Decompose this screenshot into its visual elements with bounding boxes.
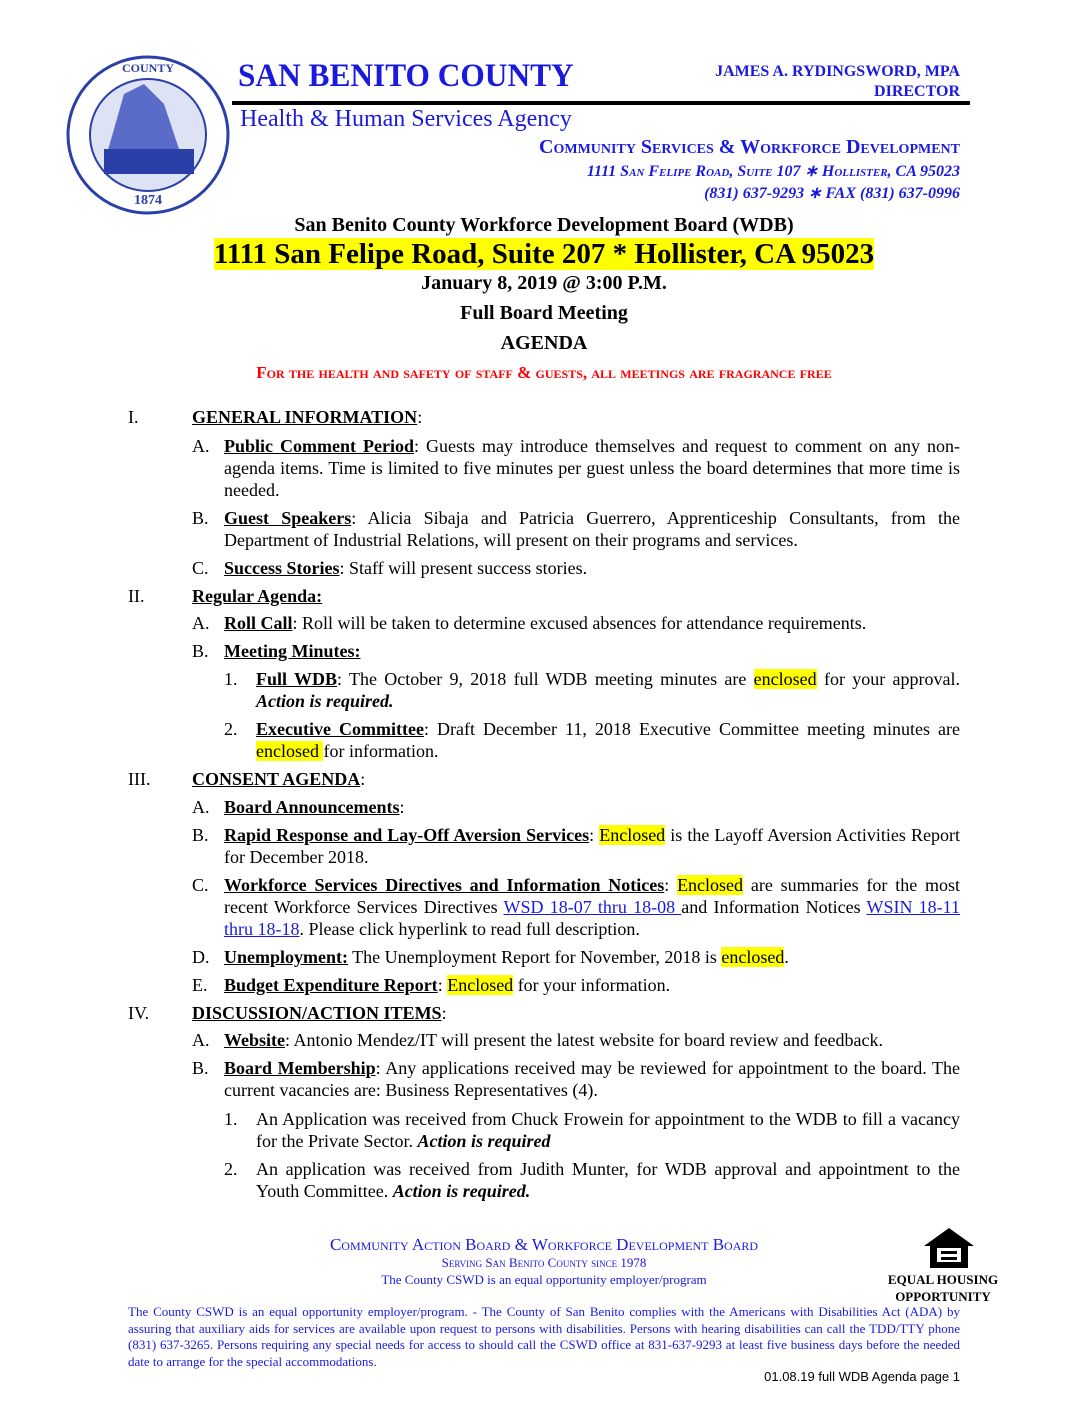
item-letter: A. [192, 797, 210, 817]
item-heading: Rapid Response and Lay-Off Aversion Services [224, 825, 590, 845]
equal-housing-icon [922, 1226, 976, 1270]
item-text: are summaries for the most recent Workforce Services Directives [224, 875, 960, 917]
section-number: II. [128, 586, 145, 606]
item-text: . [784, 947, 789, 967]
item-text: : [437, 975, 448, 995]
agenda-title: AGENDA [500, 332, 588, 354]
enclosed-highlight: enclosed [753, 669, 817, 689]
section-title: DISCUSSION/ACTION ITEMS [192, 1003, 442, 1023]
svg-text:COUNTY: COUNTY [121, 61, 175, 75]
ada-notice: The County CSWD is an equal opportunity employer/program. - The County of San Benito complies with the Americans with Disabilities Act (ADA) by assuring that auxiliary aids for services are available upon request to persons with disabilities. Persons with hearing disabilities can call the TDD/TTY phone (831) 637-3265. Persons requiring any special needs for access to should call the CSWD office at 831-637-9293 at least five business days before the needed date to arrange for the special accommodations. [128, 1304, 960, 1369]
item-heading: Unemployment: [224, 947, 348, 967]
item-text: : Antonio Mendez/IT will present the latest website for board review and feedback. [285, 1030, 883, 1050]
enclosed-highlight: Enclosed [447, 975, 514, 995]
item-letter: C. [192, 558, 209, 578]
svg-text:1874: 1874 [134, 193, 162, 208]
item-letter: D. [192, 947, 210, 967]
item-letter: B. [192, 641, 209, 661]
section-title: CONSENT AGENDA [192, 769, 361, 789]
item-text: : Guests may introduce themselves and request to comment on any non-agenda items. Time is limited to five minutes per guest unless the board determines that more time is needed. [224, 436, 960, 500]
action-required: Action is required. [392, 1181, 531, 1201]
director-name: JAMES A. RYDINGSWORD, MPA [715, 63, 960, 80]
eho-line2: OPPORTUNITY [895, 1289, 991, 1304]
department-name: Community Services & Workforce Development [539, 136, 960, 158]
fragrance-notice: For the health and safety of staff & guests, all meetings are fragrance free [256, 363, 832, 382]
item-heading: Website [224, 1030, 285, 1050]
wsd-link[interactable]: WSD 18-07 thru 18-08 [503, 897, 682, 917]
item-text: : [589, 825, 600, 845]
department-phone: (831) 637-9293 ∗ FAX (831) 637-0996 [704, 185, 960, 202]
item-heading: Workforce Services Directives and Information Notices [224, 875, 665, 895]
eho-line1: EQUAL HOUSING [887, 1272, 999, 1287]
item-text: An application was received from Judith Munter, for WDB approval and appointment to the Youth Committee. [256, 1159, 960, 1201]
section-title: Regular Agenda: [192, 586, 323, 606]
item-heading: Budget Expenditure Report [224, 975, 438, 995]
enclosed-highlight: enclosed [721, 947, 785, 967]
item-letter: A. [192, 613, 210, 633]
colon: : [441, 1003, 447, 1023]
item-text: for your information. [513, 975, 671, 995]
footer-eeo: The County CSWD is an equal opportunity employer/program [381, 1272, 707, 1287]
item-text: for your approval. [816, 669, 960, 689]
item-text: : [664, 875, 678, 895]
item-letter: A. [192, 436, 210, 456]
item-text: is the Layoff Aversion Activities Report for December 2018. [224, 825, 960, 867]
wsin-link[interactable]: WSIN 18-11 thru 18-18 [224, 897, 960, 939]
item-heading: Meeting Minutes: [224, 641, 361, 661]
item-number: 2. [224, 719, 238, 739]
item-heading: Full WDB [256, 669, 337, 689]
item-number: 1. [224, 669, 238, 689]
item-letter: E. [192, 975, 208, 995]
county-title: SAN BENITO COUNTY [238, 58, 574, 94]
page-footer: 01.08.19 full WDB Agenda page 1 [764, 1369, 960, 1384]
item-heading: Board Membership [224, 1058, 376, 1078]
item-heading: Public Comment Period [224, 436, 414, 456]
item-heading: Roll Call [224, 613, 293, 633]
item-text: : The October 9, 2018 full WDB meeting minutes are [336, 669, 754, 689]
item-text: for information. [323, 741, 439, 761]
section-number: III. [128, 769, 151, 789]
enclosed-highlight: Enclosed [677, 875, 744, 895]
item-text: An Application was received from Chuck Frowein for appointment to the WDB to fill a vacancy for the Private Sector. [256, 1109, 960, 1151]
header-rule [232, 101, 970, 105]
item-text: : Any applications received may be reviewed for appointment to the board. The current vacancies are: Business Representatives (4). [224, 1058, 961, 1100]
item-letter: C. [192, 875, 209, 895]
footer-serving: Serving San Benito County since 1978 [441, 1255, 647, 1270]
agency-name: Health & Human Services Agency [240, 106, 572, 132]
enclosed-highlight: Enclosed [599, 825, 666, 845]
item-letter: B. [192, 1058, 209, 1078]
item-number: 1. [224, 1109, 238, 1129]
footer-board-names: Community Action Board & Workforce Development Board [329, 1235, 759, 1254]
director-title: DIRECTOR [874, 83, 960, 100]
item-text: . Please click hyperlink to read full description. [299, 919, 640, 939]
item-text: : Draft December 11, 2018 Executive Committee meeting minutes are [423, 719, 961, 739]
item-letter: B. [192, 825, 209, 845]
item-heading: Board Announcements [224, 797, 400, 817]
board-name: San Benito County Workforce Development Board (WDB) [294, 214, 794, 236]
item-heading: Guest Speakers [224, 508, 352, 528]
item-text: The Unemployment Report for November, 2018 is [348, 947, 722, 967]
item-letter: B. [192, 508, 209, 528]
colon: : [360, 769, 366, 789]
action-required: Action is required. [256, 691, 394, 711]
item-heading: Executive Committee [256, 719, 424, 739]
item-text: : Alicia Sibaja and Patricia Guerrero, Apprenticeship Consultants, from the Department of Industrial Relations, will present on their programs and services. [224, 508, 960, 550]
item-text: : [399, 797, 405, 817]
meeting-location: 1111 San Felipe Road, Suite 207 * Hollister, CA 95023 [213, 238, 875, 270]
item-heading: Success Stories [224, 558, 340, 578]
item-letter: A. [192, 1030, 210, 1050]
section-number: I. [128, 407, 139, 427]
colon: : [417, 407, 423, 427]
section-number: IV. [128, 1003, 150, 1023]
section-title: GENERAL INFORMATION [192, 407, 418, 427]
item-text: : Roll will be taken to determine excused absences for attendance requirements. [292, 613, 867, 633]
enclosed-highlight: enclosed [256, 741, 324, 761]
meeting-datetime: January 8, 2019 @ 3:00 P.M. [421, 272, 667, 294]
item-text: : Staff will present success stories. [339, 558, 588, 578]
item-text: and Information Notices [681, 897, 867, 917]
meeting-type: Full Board Meeting [460, 302, 628, 324]
action-required: Action is required [417, 1131, 551, 1151]
county-seal-logo [64, 54, 232, 216]
department-address: 1111 San Felipe Road, Suite 107 ∗ Hollister, CA 95023 [586, 163, 960, 180]
item-number: 2. [224, 1159, 238, 1179]
